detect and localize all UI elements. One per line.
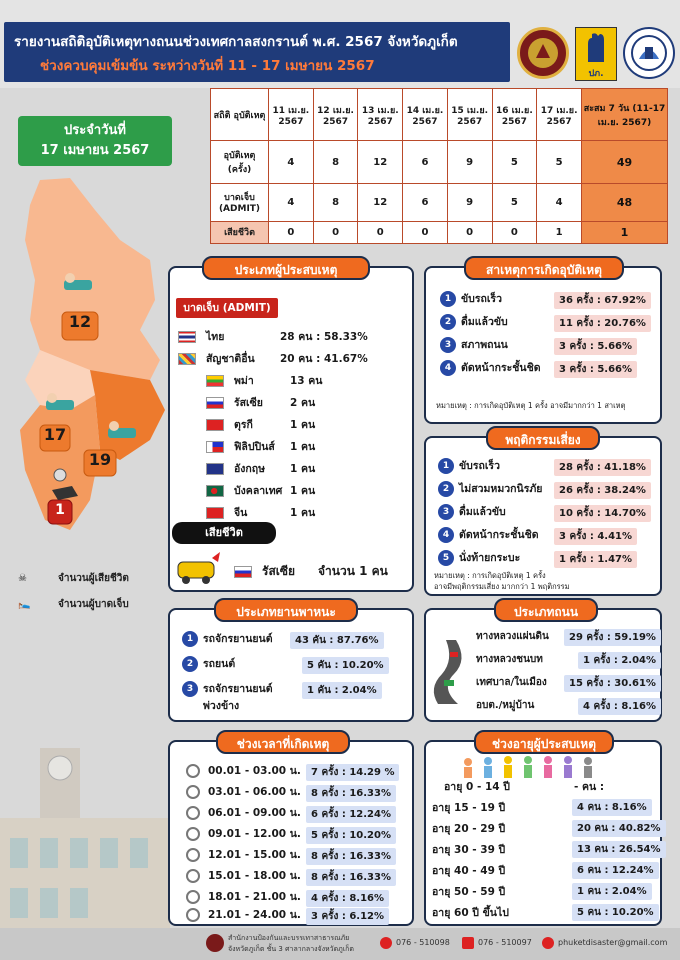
- email-icon: [542, 937, 554, 949]
- clock-icon: [186, 764, 200, 778]
- behavior-label: นั่งท้ายกระบะ: [459, 552, 521, 564]
- time-label: 15.01 - 18.00 น.: [208, 870, 301, 882]
- cause-label: ตัดหน้ากระชั้นชิด: [461, 362, 541, 374]
- roads-card-title: ประเภทถนน: [494, 598, 598, 622]
- summary-cell: 1: [537, 221, 582, 243]
- age-value: - คน :: [574, 781, 605, 793]
- phuket-district-map: [0, 170, 170, 590]
- behavior-row: [438, 503, 506, 520]
- nation-value: 1 คน: [290, 485, 316, 497]
- cause-row: [440, 359, 541, 376]
- behavior-label: ตัดหน้ากระชั้นชิด: [459, 529, 539, 541]
- time-value: 8 ครั้ง : 16.33%: [306, 848, 396, 865]
- behavior-value: 28 ครั้ง : 41.18%: [554, 459, 651, 476]
- times-card-title: ช่วงเวลาที่เกิดเหตุ: [216, 730, 350, 754]
- behavior-number: 5: [438, 550, 454, 566]
- cause-value: 3 ครั้ง : 5.66%: [554, 361, 637, 378]
- behavior-value: 1 ครั้ง : 1.47%: [554, 551, 637, 568]
- summary-cell: 0: [492, 221, 537, 243]
- time-value: 7 ครั้ง : 14.29 %: [306, 764, 399, 781]
- road-value: 29 ครั้ง : 59.19%: [564, 629, 661, 646]
- time-row: [186, 846, 301, 863]
- nation-name: อังกฤษ: [234, 463, 266, 475]
- footer-org-line2: จังหวัดภูเก็ต ชั้น 3 ศาลากลางจังหวัดภูเก็ต: [228, 945, 354, 953]
- vehicle-value: 5 คัน : 10.20%: [302, 657, 389, 674]
- cause-row: [440, 290, 502, 307]
- age-value: 5 คน : 10.20%: [572, 904, 659, 921]
- summary-header-cell: 17 เม.ย. 2567: [537, 89, 582, 141]
- cause-label: ขับรถเร็ว: [461, 293, 502, 305]
- time-value: 5 ครั้ง : 10.20%: [306, 827, 396, 844]
- vehicle-label: รถยนต์: [203, 658, 236, 670]
- footer-org-line1: สำนักงานป้องกันและบรรเทาสาธารณภัย: [228, 934, 350, 942]
- dept-disaster-logo: [575, 27, 617, 81]
- time-label: 03.01 - 06.00 น.: [208, 786, 301, 798]
- time-row: [186, 804, 301, 821]
- summary-row-label: บาดเจ็บ (ADMIT): [211, 184, 269, 221]
- summary-header-cell: 12 เม.ย. 2567: [313, 89, 358, 141]
- death-nation: รัสเซีย: [262, 564, 296, 578]
- clock-icon: [186, 908, 200, 922]
- age-label: อายุ 0 - 14 ปี: [444, 781, 510, 793]
- time-value: 3 ครั้ง : 6.12%: [306, 908, 389, 925]
- summary-cell: 12: [358, 184, 403, 221]
- fatality-icon: ☠: [18, 573, 27, 584]
- victims-foreign-value: 20 คน : 41.67%: [280, 353, 368, 365]
- nation-name: ฟิลิปปินส์: [234, 441, 275, 453]
- victims-thai-row: [178, 328, 368, 345]
- behavior-number: 3: [438, 504, 454, 520]
- cause-number: 1: [440, 291, 456, 307]
- cause-number: 3: [440, 337, 456, 353]
- footer-email[interactable]: phuketdisaster@gmail.com: [558, 938, 668, 947]
- road-label: ทางหลวงแผ่นดิน: [476, 631, 549, 642]
- summary-header-cell: 13 เม.ย. 2567: [358, 89, 403, 141]
- summary-cell: 0: [447, 221, 492, 243]
- clock-icon: [186, 827, 200, 841]
- footer-phone: 076 - 510098: [396, 938, 450, 947]
- summary-header-cell: 14 เม.ย. 2567: [403, 89, 448, 141]
- cause-label: สภาพถนน: [461, 339, 508, 351]
- summary-header-cell: 11 เม.ย. 2567: [269, 89, 314, 141]
- summary-cell: 5: [492, 141, 537, 184]
- summary-cell: 9: [447, 141, 492, 184]
- clock-icon: [186, 890, 200, 904]
- age-value: 20 คน : 40.82%: [572, 820, 666, 837]
- map-injured-count-2: 17: [43, 425, 67, 444]
- cause-value: 11 ครั้ง : 20.76%: [554, 315, 651, 332]
- behavior-row: [438, 526, 539, 543]
- victims-thai-value: 28 คน : 58.33%: [280, 331, 368, 343]
- provincial-seal-logo: [517, 27, 569, 79]
- crash-car-icon: [174, 548, 224, 586]
- road-icon: [428, 640, 472, 704]
- behavior-value: 26 ครั้ง : 38.24%: [554, 482, 651, 499]
- time-row: [186, 783, 301, 800]
- summary-cell: 0: [358, 221, 403, 243]
- turkey-flag-icon: [206, 419, 224, 431]
- time-row: [186, 906, 301, 923]
- age-value: 6 คน : 12.24%: [572, 862, 659, 879]
- cause-row: [440, 313, 508, 330]
- age-label: อายุ 30 - 39 ปี: [432, 844, 506, 856]
- death-count: จำนวน 1 คน: [318, 564, 388, 578]
- injured-icon: 🛌: [18, 599, 31, 610]
- road-value: 15 ครั้ง : 30.61%: [564, 675, 661, 692]
- vehicle-label-2: พ่วงข้าง: [203, 700, 240, 712]
- age-label: อายุ 20 - 29 ปี: [432, 823, 506, 835]
- summary-row-label: เสียชีวิต: [211, 221, 269, 243]
- summary-cell: 9: [447, 184, 492, 221]
- nation-row: [206, 482, 315, 499]
- nation-row: [206, 416, 315, 433]
- vehicle-number: 2: [182, 656, 198, 672]
- time-label: 09.01 - 12.00 น.: [208, 828, 301, 840]
- nation-value: 2 คน: [290, 397, 316, 409]
- cause-number: 2: [440, 314, 456, 330]
- summary-total-cell: 49: [582, 141, 668, 184]
- bangladesh-flag-icon: [206, 485, 224, 497]
- summary-total-cell: 1: [582, 221, 668, 243]
- behavior-number: 1: [438, 458, 454, 474]
- road-value: 1 ครั้ง : 2.04%: [578, 652, 661, 669]
- behavior-label: ขับรถเร็ว: [459, 460, 500, 472]
- summary-cell: 8: [313, 141, 358, 184]
- phone-icon: [380, 937, 392, 949]
- time-value: 8 ครั้ง : 16.33%: [306, 869, 396, 886]
- age-label: อายุ 50 - 59 ปี: [432, 886, 506, 898]
- time-label: 21.01 - 24.00 น.: [208, 909, 301, 921]
- cause-label: ดื่มแล้วขับ: [461, 316, 508, 328]
- china-flag-icon: [206, 507, 224, 519]
- nation-value: 13 คน: [290, 375, 323, 387]
- legend-injured-label: จำนวนผู้บาดเจ็บ: [58, 599, 129, 610]
- dept-logo-text: ปภ.: [588, 69, 604, 79]
- vehicle-value: 43 คัน : 87.76%: [290, 632, 384, 649]
- summary-row-deaths: [211, 221, 668, 243]
- time-label: 06.01 - 09.00 น.: [208, 807, 301, 819]
- nation-row: [206, 438, 315, 455]
- map-injured-count-1: 12: [68, 312, 92, 331]
- age-value: 4 คน : 8.16%: [572, 799, 652, 816]
- cause-value: 3 ครั้ง : 5.66%: [554, 338, 637, 355]
- thailand-flag-icon: [178, 331, 196, 343]
- road-label: อบต./หมู่บ้าน: [476, 700, 535, 711]
- summary-cell: 0: [269, 221, 314, 243]
- road-label: เทศบาล/ในเมือง: [476, 677, 547, 688]
- map-district-mueang: [90, 370, 165, 460]
- vehicle-number: 1: [182, 631, 198, 647]
- time-value: 6 ครั้ง : 12.24%: [306, 806, 396, 823]
- phuket-province-logo: [623, 27, 675, 79]
- nation-name: จีน: [234, 507, 248, 519]
- time-row: [186, 867, 301, 884]
- victims-foreign-name: สัญชาติอื่น: [206, 353, 255, 365]
- uk-flag-icon: [206, 463, 224, 475]
- summary-cell: 8: [313, 184, 358, 221]
- legend-death-row: [18, 566, 178, 592]
- russia-flag-icon: [206, 397, 224, 409]
- russia-flag-icon: [234, 566, 252, 578]
- road-value: 4 ครั้ง : 8.16%: [578, 698, 661, 715]
- clock-icon: [186, 869, 200, 883]
- summary-row-label: อุบัติเหตุ (ครั้ง): [211, 141, 269, 184]
- time-value: 8 ครั้ง : 16.33%: [306, 785, 396, 802]
- causes-note: หมายเหตุ : การเกิดอุบัติเหตุ 1 ครั้ง อาจมีมากกว่า 1 สาเหตุ: [436, 401, 626, 410]
- age-label: อายุ 15 - 19 ปี: [432, 802, 506, 814]
- map-district-thalang: [25, 178, 160, 380]
- cause-row: [440, 336, 508, 353]
- summary-cell: 4: [269, 141, 314, 184]
- behavior-row: [438, 457, 500, 474]
- clock-icon: [186, 848, 200, 862]
- summary-header-cell: สถิติ อุบัติเหตุ: [211, 89, 269, 141]
- victims-foreign-row: [178, 350, 368, 367]
- nation-name: บังคลาเทศ: [234, 485, 283, 497]
- footer-fax: 076 - 510097: [478, 938, 532, 947]
- footer: [0, 928, 680, 960]
- summary-header-total: สะสม 7 วัน (11-17 เม.ย. 2567): [582, 89, 668, 141]
- summary-cell: 5: [492, 184, 537, 221]
- behaviors-note-2: อาจมีพฤติกรรมเสี่ยง มากกว่า 1 พฤติกรรม: [434, 582, 570, 591]
- admit-label: บาดเจ็บ (ADMIT): [176, 298, 278, 318]
- ages-card-title: ช่วงอายุผู้ประสบเหตุ: [474, 730, 614, 754]
- age-label: อายุ 40 - 49 ปี: [432, 865, 506, 877]
- vehicles-card-title: ประเภทยานพาหนะ: [214, 598, 358, 622]
- time-row: [186, 762, 301, 779]
- behaviors-note-1: หมายเหตุ : การเกิดอุบัติเหตุ 1 ครั้ง: [434, 571, 546, 580]
- cause-number: 4: [440, 360, 456, 376]
- summary-cell: 0: [403, 221, 448, 243]
- age-label: อายุ 60 ปี ขึ้นไป: [432, 907, 509, 919]
- old-town-building-illustration: [0, 718, 170, 928]
- summary-cell: 5: [537, 141, 582, 184]
- behavior-value: 10 ครั้ง : 14.70%: [554, 505, 651, 522]
- vehicle-row: [182, 680, 273, 697]
- report-date-label: ประจำวันที่: [64, 123, 126, 138]
- summary-header-cell: 15 เม.ย. 2567: [447, 89, 492, 141]
- footer-seal-icon: [206, 934, 224, 952]
- nation-value: 1 คน: [290, 463, 316, 475]
- summary-table: [210, 88, 668, 244]
- causes-card-title: สาเหตุการเกิดอุบัติเหตุ: [464, 256, 624, 280]
- death-row: [234, 562, 388, 581]
- report-date-box: [18, 116, 172, 166]
- multi-flag-icon: [178, 353, 196, 365]
- nation-row: [206, 460, 315, 477]
- nation-name: พม่า: [234, 375, 254, 387]
- vehicle-number: 3: [182, 681, 198, 697]
- philippines-flag-icon: [206, 441, 224, 453]
- behavior-number: 4: [438, 527, 454, 543]
- behavior-label: ไม่สวมหมวกนิรภัย: [459, 483, 543, 495]
- summary-header-cell: 16 เม.ย. 2567: [492, 89, 537, 141]
- summary-cell: 4: [537, 184, 582, 221]
- report-title: รายงานสถิติอุบัติเหตุทางถนนช่วงเทศกาลสงกรานต์ พ.ศ. 2567 จังหวัดภูเก็ต: [14, 34, 458, 50]
- road-label: ทางหลวงชนบท: [476, 654, 543, 665]
- age-value: 13 คน : 26.54%: [572, 841, 666, 858]
- summary-row-accidents: [211, 141, 668, 184]
- time-label: 12.01 - 15.00 น.: [208, 849, 301, 861]
- summary-row-injured: [211, 184, 668, 221]
- death-label: เสียชีวิต: [172, 522, 276, 544]
- nation-value: 1 คน: [290, 419, 316, 431]
- summary-cell: 6: [403, 184, 448, 221]
- behaviors-card-title: พฤติกรรมเสี่ยง: [486, 426, 600, 450]
- time-label: 18.01 - 21.00 น.: [208, 891, 301, 903]
- age-people-icons: [460, 756, 620, 778]
- fax-icon: [462, 937, 474, 949]
- time-label: 00.01 - 03.00 น.: [208, 765, 301, 777]
- nation-row: [206, 394, 315, 411]
- age-value: 1 คน : 2.04%: [572, 883, 652, 900]
- summary-cell: 12: [358, 141, 403, 184]
- behavior-value: 3 ครั้ง : 4.41%: [554, 528, 637, 545]
- summary-header-row: [211, 89, 668, 141]
- summary-cell: 6: [403, 141, 448, 184]
- vehicle-row: [182, 655, 235, 672]
- behavior-row: [438, 549, 520, 566]
- nation-row: [206, 372, 322, 389]
- vehicle-label: รถจักรยานยนต์: [203, 683, 273, 695]
- nation-name: ตุรกี: [234, 419, 253, 431]
- nation-value: 1 คน: [290, 441, 316, 453]
- report-subtitle: ช่วงควบคุมเข้มข้น ระหว่างวันที่ 11 - 17 เมษายน 2567: [40, 58, 375, 74]
- clock-icon: [186, 785, 200, 799]
- behavior-label: ดื่มแล้วขับ: [459, 506, 506, 518]
- vehicle-row: [182, 630, 273, 647]
- map-death-count: 1: [55, 502, 65, 518]
- victims-thai-name: ไทย: [206, 331, 225, 343]
- vehicle-label: รถจักรยานยนต์: [203, 633, 273, 645]
- nation-name: รัสเซีย: [234, 397, 263, 409]
- myanmar-flag-icon: [206, 375, 224, 387]
- cause-value: 36 ครั้ง : 67.92%: [554, 292, 651, 309]
- map-injured-count-3: 19: [88, 450, 112, 469]
- time-row: [186, 825, 301, 842]
- time-row: [186, 888, 301, 905]
- summary-cell: 4: [269, 184, 314, 221]
- legend-death-label: จำนวนผู้เสียชีวิต: [58, 573, 129, 584]
- report-date-value: 17 เมษายน 2567: [40, 143, 150, 158]
- victims-card-title: ประเภทผู้ประสบเหตุ: [202, 256, 370, 280]
- time-value: 4 ครั้ง : 8.16%: [306, 890, 389, 907]
- behavior-row: [438, 480, 542, 497]
- behavior-number: 2: [438, 481, 454, 497]
- summary-cell: 0: [313, 221, 358, 243]
- clock-icon: [186, 806, 200, 820]
- map-legend: [18, 566, 178, 618]
- vehicle-value: 1 คัน : 2.04%: [302, 682, 382, 699]
- summary-total-cell: 48: [582, 184, 668, 221]
- legend-injured-row: [18, 592, 178, 618]
- nation-value: 1 คน: [290, 507, 316, 519]
- nation-row: [206, 504, 315, 521]
